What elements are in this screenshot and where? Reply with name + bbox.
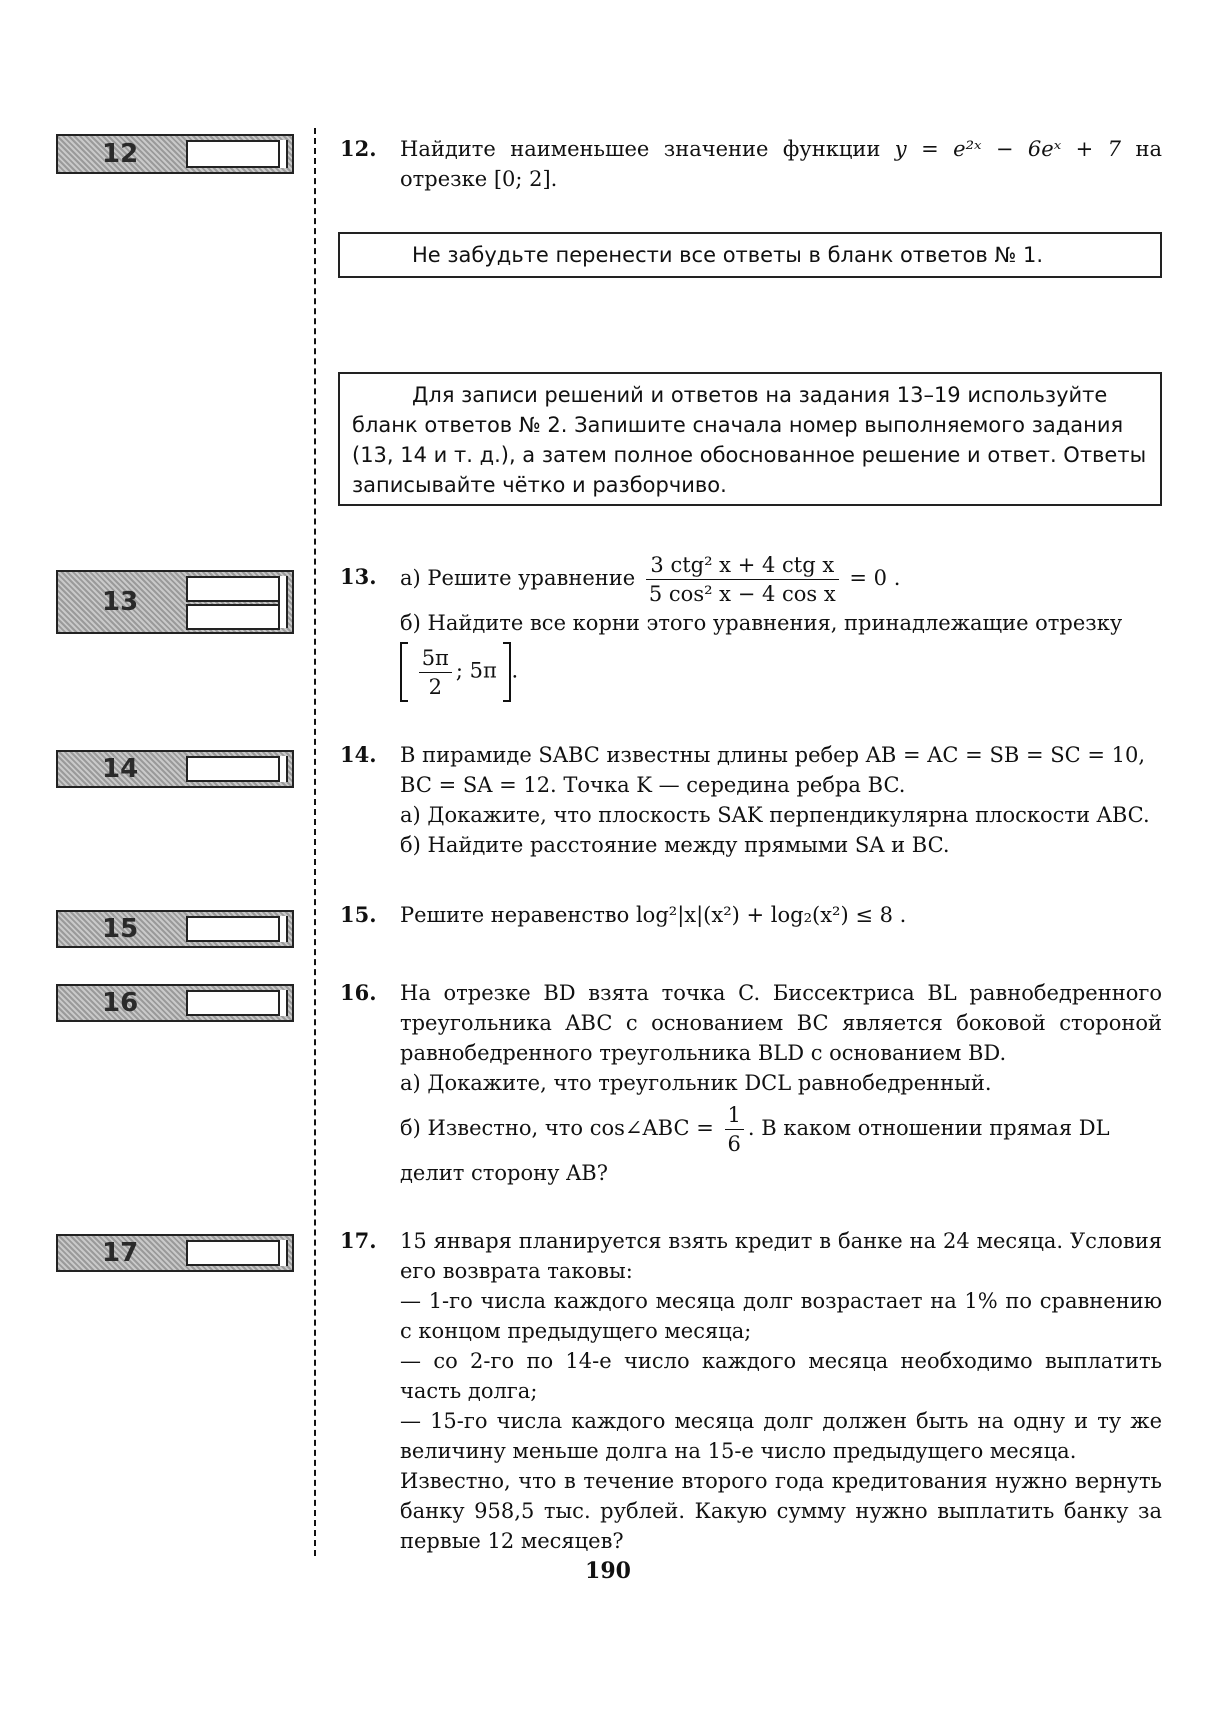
page-number: 190	[585, 1558, 631, 1584]
answer-cell[interactable]	[186, 916, 280, 942]
task-number: 16.	[340, 980, 377, 1005]
answer-box-label: 16	[102, 988, 139, 1018]
answer-box-12	[56, 134, 294, 174]
task-13: 13. а) Решите уравнение $\frac{\text{3 ctg² x + 4 ctg x}}{\text{5 cos² x − 4 cos x}}$ = 0 . б) Найдите все корни этого уравнения, принадлежащие отрезку $\frac{5\pi}{2}$ ; 5π .	[340, 548, 1162, 702]
answer-box-label: 17	[102, 1238, 139, 1268]
function-formula: y = e²ˣ − 6eˣ + 7	[894, 137, 1122, 161]
task-number: 12.	[340, 136, 377, 161]
answer-cell[interactable]	[186, 756, 280, 782]
answer-cell[interactable]	[186, 140, 280, 168]
notice-answer-form-1: Не забудьте перенести все ответы в бланк ответов № 1.	[338, 232, 1162, 278]
notice-answer-form-2: Для записи решений и ответов на задания 13–19 используйте бланк ответов № 2. Запишите сначала номер выполняемого задания (13, 14 и т. д.), а затем полное обоснованное решение и ответ. Ответы записывайте чётко и разборчиво.	[338, 372, 1162, 506]
answer-box-label: 12	[102, 139, 139, 169]
answer-cell[interactable]	[186, 990, 280, 1016]
task-number: 15.	[340, 902, 377, 927]
task-number: 13.	[340, 564, 377, 589]
task-16: 16. На отрезке BD взята точка C. Биссектриса BL равнобедренного треугольника ABC с основанием BC является боковой стороной равнобедренного треугольника BLD с основанием BD. а) Докажите, что треугольник DCL равнобедренный. б) Известно, что cos∠ABC = $\frac{1}{6}$ . В каком отношении прямая DL делит сторону AB?	[340, 980, 1162, 1185]
task-15: 15. Решите неравенство log²|x|(x²) + log₂(x²) ≤ 8 .	[340, 900, 1162, 930]
answer-cell-a[interactable]	[186, 576, 280, 602]
answer-box-15	[56, 910, 294, 948]
answer-box-13	[56, 570, 294, 634]
answer-box-14	[56, 750, 294, 788]
answer-box-16	[56, 984, 294, 1022]
task-14: 14. В пирамиде SABC известны длины ребер AB = AC = SB = SC = 10, BC = SA = 12. Точка K — середина ребра BC. а) Докажите, что плоскость SAK перпендикулярна плоскости ABC. б) Найдите расстояние между прямыми SA и BC.	[340, 742, 1150, 857]
equation-fraction: $\frac{\text{3 ctg² x + 4 ctg x}}{\text{5 cos² x − 4 cos x}}$	[646, 551, 839, 608]
answer-box-label: 15	[102, 914, 139, 944]
task-17: 17. 15 января планируется взять кредит в банке на 24 месяца. Условия его возврата таковы: — 1-го числа каждого месяца долг возрастает на 1% по сравнению с концом предыдущего месяца; — со 2-го по 14-е число каждого месяца необходимо выплатить часть долга; — 15-го числа каждого месяца долг должен быть на одну и ту же величину меньше долга на 15-е число предыдущего месяца. Известно, что в течение второго года кредитования нужно вернуть банку 958,5 тыс. рублей. Какую сумму нужно выплатить банку за первые 12 месяцев?	[340, 1228, 1162, 1553]
answer-box-label: 14	[102, 754, 139, 784]
answer-cell[interactable]	[186, 1240, 280, 1266]
segment-bracket	[400, 642, 408, 702]
task-number: 14.	[340, 742, 377, 767]
task-12: 12. Найдите наименьшее значение функции y = e²ˣ − 6eˣ + 7 на отрезке [0; 2].	[340, 136, 1162, 191]
answer-cell-b[interactable]	[186, 604, 280, 630]
answer-box-label: 13	[102, 587, 139, 617]
task-number: 17.	[340, 1228, 377, 1253]
inequality-formula: log²|x|(x²) + log₂(x²) ≤ 8 .	[635, 903, 907, 927]
dashed-separator	[314, 128, 316, 1556]
answer-box-17	[56, 1234, 294, 1272]
